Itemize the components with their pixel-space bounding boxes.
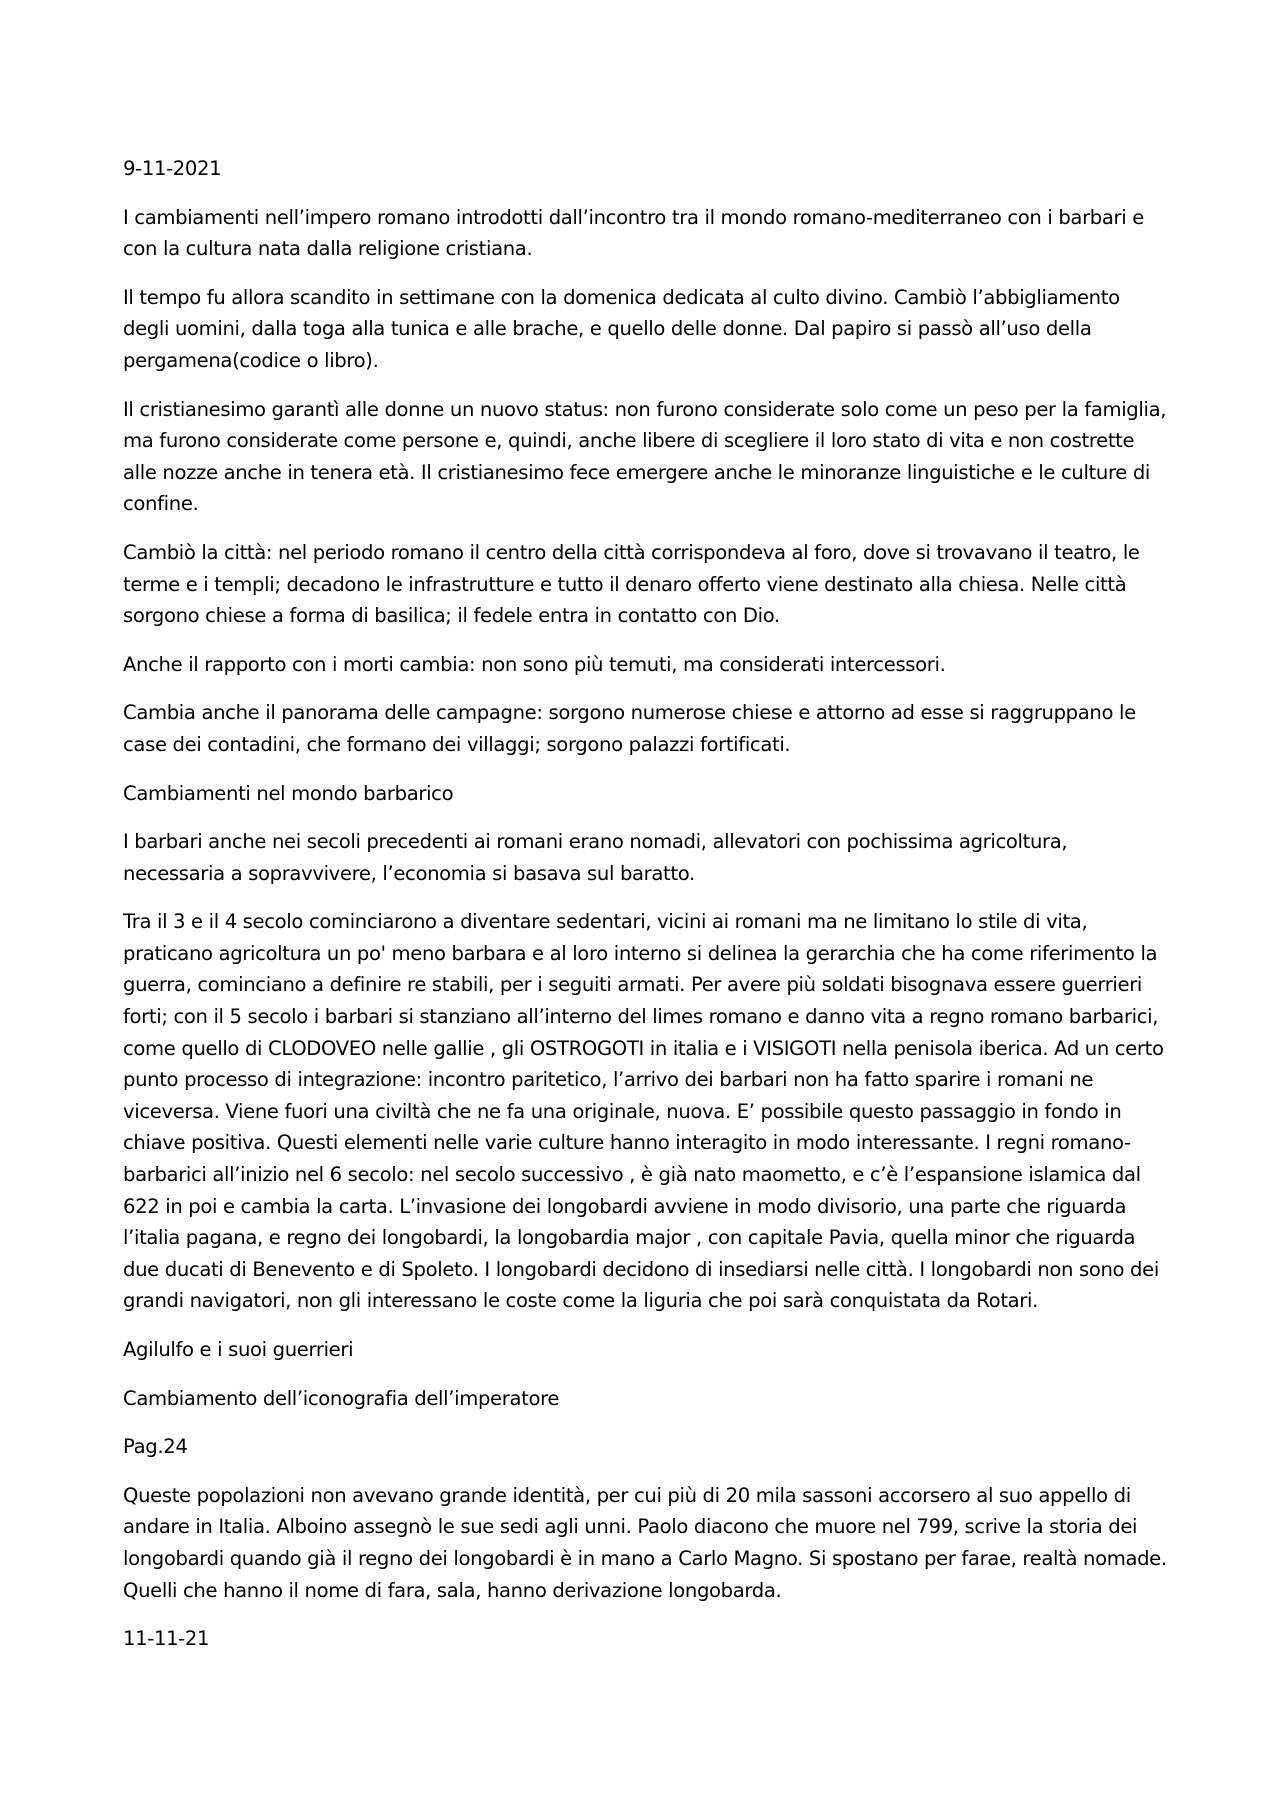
document-body [123,153,1168,1672]
paragraph: I cambiamenti nell’impero romano introdotti dall’incontro tra il mondo romano-mediterraneo con i barbari e con la cultura nata dalla religione cristiana. [123,205,1144,261]
paragraph: Tra il 3 e il 4 secolo cominciarono a diventare sedentari, vicini ai romani ma ne limitano lo stile di vita, praticano agricoltura un po' meno barbara e al loro interno si delinea la gerarchia che ha come riferimento la guerra, cominciano a definire re stabili, per i seguiti armati. Per avere più soldati bisognava essere guerrieri forti; con il 5 secolo i barbari si stanziano all’interno del limes romano e danno vita a regno romano barbarici, come quello di CLODOVEO nelle gallie , gli OSTROGOTI in italia e i VISIGOTI nella penisola iberica. Ad un certo punto processo di integrazione: incontro paritetico, l’arrivo dei barbari non ha fatto sparire i romani ne viceversa. Viene fuori una civiltà che ne fa una originale, nuova. E’ possibile questo passaggio in fondo in chiave positiva. Questi elementi nelle varie culture hanno interagito in modo interessante. I regni romano-barbarici all’inizio nel 6 secolo: nel secolo successivo , è già nato maometto, e c’è l’espansione islamica dal 622 in poi e cambia la carta. L’invasione dei longobardi avviene in modo divisorio, una parte che riguarda l’italia pagana, e regno dei longobardi, la longobardia major , con capitale Pavia, quella minor che riguarda due ducati di Benevento e di Spoleto. I longobardi decidono di insediarsi nelle città. I longobardi non sono dei grandi navigatori, non gli interessano le coste come la liguria che poi sarà conquistata da Rotari. [123,910,1164,1313]
paragraph: Cambia anche il panorama delle campagne: sorgono numerose chiese e attorno ad esse si raggruppano le case dei contadini, che formano dei villaggi; sorgono palazzi fortificati. [123,701,1136,756]
paragraph: Il cristianesimo garantì alle donne un nuovo status: non furono considerate solo come un peso per la famiglia, ma furono considerate come persone e, quindi, anche libere di scegliere il loro stato di vita e non costrette alle nozze anche in tenera età. Il cristianesimo fece emergere anche le minoranze linguistiche e le culture di confine. [123,397,1167,516]
paragraph: Queste popolazioni non avevano grande identità, per cui più di 20 mila sassoni accorsero al suo appello di andare in Italia. Alboino assegnò le sue sedi agli unni. Paolo diacono che muore nel 799, scrive la storia dei longobardi quando già il regno dei longobardi è in mano a Carlo Magno. Si spostano per farae, realtà nomade. Quelli che hanno il nome di fara, sala, hanno derivazione longobarda. [123,1483,1167,1602]
page-reference: Pag.24 [123,1435,188,1459]
date-heading: 9-11-2021 [123,157,222,180]
paragraph: Cambiò la città: nel periodo romano il centro della città corrispondeva al foro, dove si trovavano il teatro, le terme e i templi; decadono le infrastrutture e tutto il denaro offerto viene destinato alla chiesa. Nelle città sorgono chiese a forma di basilica; il fedele entra in contatto con Dio. [123,540,1140,628]
paragraph: I barbari anche nei secoli precedenti ai romani erano nomadi, allevatori con pochissima agricoltura, necessaria a sopravvivere, l’economia si basava sul baratto. [123,830,1068,885]
section-heading: Cambiamento dell’iconografia dell’imperatore [123,1386,560,1410]
paragraph: Il tempo fu allora scandito in settimane con la domenica dedicata al culto divino. Cambiò l’abbigliamento degli uomini, dalla toga alla tunica e alle brache, e quello delle donne. Dal papiro si passò all’uso della pergamena(codice o libro). [123,285,1120,372]
section-heading: Agilulfo e i suoi guerrieri [123,1338,354,1361]
section-heading: Cambiamenti nel mondo barbarico [123,781,454,805]
date-heading: 11-11-21 [123,1627,210,1651]
paragraph: Anche il rapporto con i morti cambia: non sono più temuti, ma considerati intercessori. [123,652,946,676]
